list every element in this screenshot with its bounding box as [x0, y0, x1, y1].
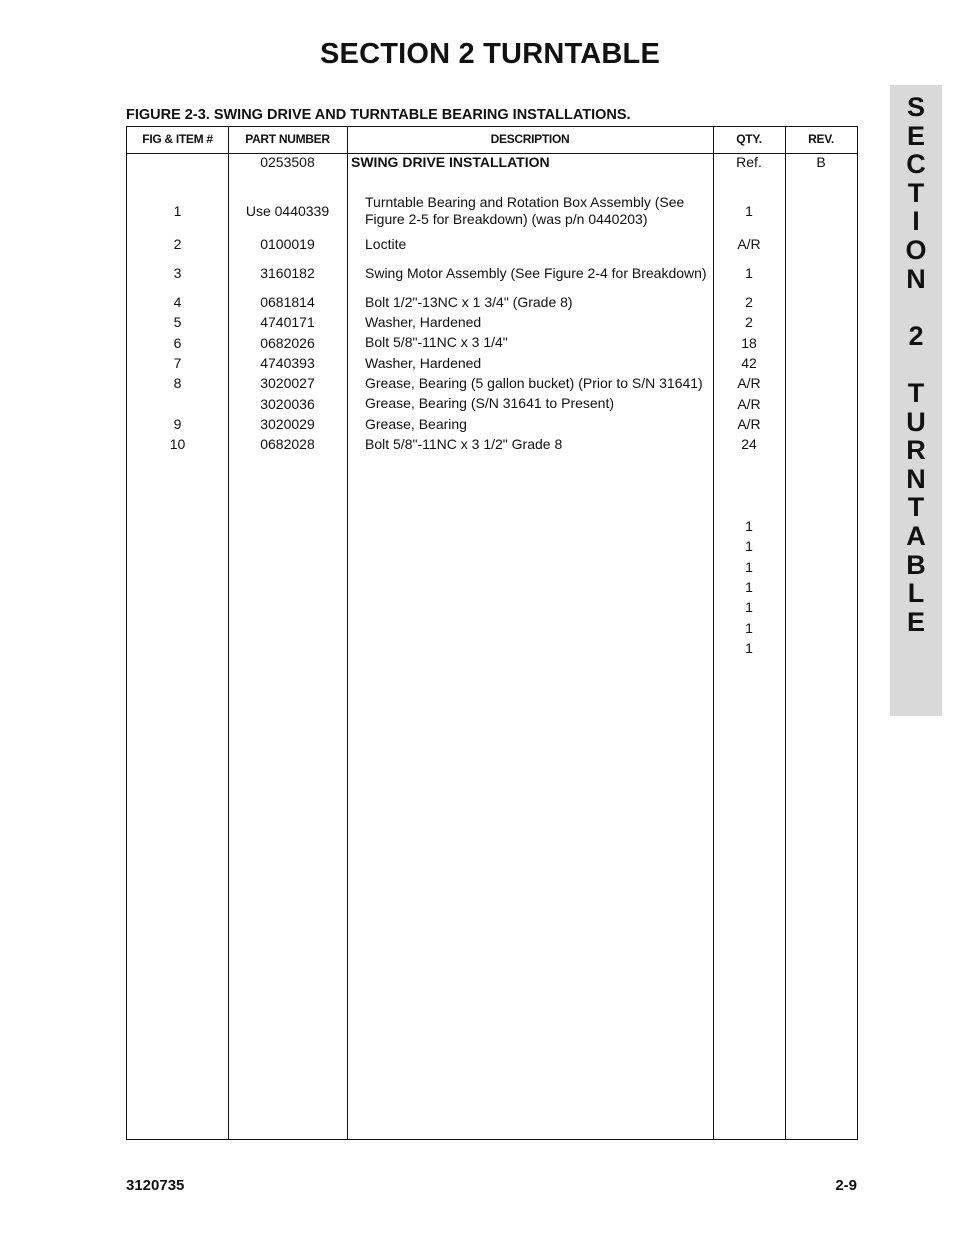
- side-tab-letter: N: [906, 463, 926, 494]
- rev-cell: B: [816, 154, 826, 170]
- qty-cell: 2: [745, 294, 753, 310]
- qty-cell: 1: [745, 599, 753, 616]
- table-row: [127, 577, 857, 597]
- column-header-part-number: PART NUMBER: [245, 132, 330, 146]
- side-tab-letter: 2: [908, 320, 924, 351]
- table-row: [127, 638, 857, 658]
- page-number: 2-9: [835, 1177, 857, 1194]
- qty-cell: 1: [745, 265, 753, 281]
- part-number-cell: 4740393: [260, 355, 315, 371]
- description-cell: Grease, Bearing: [365, 415, 467, 432]
- part-number-cell: 3020036: [260, 395, 315, 412]
- part-number-cell: 0681814: [260, 294, 315, 310]
- qty-cell: 2: [745, 314, 753, 330]
- item-number-cell: 2: [173, 236, 182, 252]
- description-cell: Swing Motor Assembly (See Figure 2-4 for Breakdown): [365, 264, 707, 281]
- item-number-cell: 3: [173, 265, 182, 281]
- part-number-cell: Use 0440339: [245, 203, 330, 219]
- part-number-cell: 0100019: [260, 236, 315, 252]
- item-number-cell: 5: [173, 314, 182, 330]
- item-number-cell: 9: [173, 416, 182, 432]
- side-tab-letter: C: [906, 149, 926, 180]
- side-tab-letter: T: [907, 177, 925, 208]
- table-row: [127, 617, 857, 637]
- item-number-cell: 6: [173, 334, 182, 351]
- qty-cell: A/R: [737, 375, 761, 391]
- part-number-cell: 0253508: [260, 154, 315, 170]
- item-number-cell: 4: [173, 294, 182, 310]
- qty-cell: 1: [745, 639, 753, 656]
- figure-title: FIGURE 2-3. SWING DRIVE AND TURNTABLE BEARING INSTALLATIONS.: [126, 107, 631, 123]
- item-number-cell: 1: [173, 203, 182, 219]
- description-cell: Washer, Hardened: [365, 354, 482, 371]
- table-row: [127, 254, 857, 292]
- qty-cell: 42: [741, 355, 757, 371]
- description-cell: Bolt 1/2"-13NC x 1 3/4" (Grade 8): [365, 293, 573, 310]
- qty-cell: 1: [745, 579, 753, 596]
- table-row: [127, 292, 857, 312]
- side-tab-letter: S: [906, 92, 925, 122]
- side-tab-letter: A: [906, 520, 926, 551]
- table-row: [127, 154, 857, 174]
- qty-cell: Ref.: [736, 154, 762, 170]
- item-number-cell: 8: [173, 375, 182, 391]
- table-row: [127, 234, 857, 254]
- qty-cell: 1: [745, 558, 753, 575]
- column-header-rev: REV.: [808, 132, 834, 146]
- side-tab-letter: O: [905, 234, 927, 265]
- side-tab-letter: U: [906, 406, 926, 437]
- qty-cell: 24: [741, 436, 757, 452]
- table-row: [127, 174, 857, 234]
- qty-cell: A/R: [737, 416, 761, 432]
- part-number-cell: 3160182: [260, 265, 315, 281]
- item-number-cell: 10: [169, 436, 186, 452]
- document-number: 3120735: [126, 1177, 185, 1194]
- part-number-cell: 4740171: [260, 314, 315, 330]
- description-cell: Loctite: [365, 235, 407, 252]
- part-number-cell: 0682026: [260, 334, 315, 351]
- item-number-cell: 7: [173, 355, 182, 371]
- table-row: [127, 597, 857, 617]
- column-header-item: FIG & ITEM #: [142, 132, 213, 146]
- table-row: [127, 353, 857, 373]
- side-tab-letter: T: [907, 377, 925, 408]
- table-row: [127, 393, 857, 414]
- description-cell: SWING DRIVE INSTALLATION: [351, 154, 550, 170]
- qty-cell: 18: [741, 334, 757, 351]
- description-cell: Bolt 5/8"-11NC x 3 1/4": [365, 334, 508, 350]
- side-tab-letter: R: [906, 435, 926, 466]
- side-tab-letter: B: [906, 549, 926, 580]
- column-header-qty: QTY.: [736, 132, 762, 146]
- section-title: SECTION 2 TURNTABLE: [320, 38, 660, 70]
- table-row: [127, 557, 857, 577]
- description-cell: Grease, Bearing (5 gallon bucket) (Prior to S/N 31641): [365, 374, 703, 391]
- side-tab-letter: T: [907, 492, 925, 523]
- qty-cell: A/R: [737, 395, 761, 412]
- qty-cell: 1: [745, 203, 753, 219]
- side-tab-letter: E: [906, 606, 925, 637]
- qty-cell: A/R: [737, 236, 761, 252]
- qty-cell: 1: [745, 619, 753, 636]
- table-row: [127, 332, 857, 353]
- table-row: [127, 434, 857, 454]
- qty-cell: 1: [745, 538, 753, 555]
- part-number-cell: 3020029: [260, 416, 315, 432]
- section-side-tab: [890, 85, 942, 716]
- table-row: [127, 414, 857, 434]
- side-tab-letter: N: [906, 263, 926, 294]
- side-tab-letter: [890, 350, 942, 379]
- qty-cell: 1: [745, 518, 753, 535]
- table-row: [127, 516, 857, 536]
- side-tab-letter: I: [912, 206, 920, 237]
- description-cell: Bolt 5/8"-11NC x 3 1/2" Grade 8: [365, 435, 563, 452]
- parts-table: [126, 126, 858, 1140]
- side-tab-letter: E: [906, 120, 925, 151]
- table-row: [127, 536, 857, 556]
- description-cell: Turntable Bearing and Rotation Box Assembly (See Figure 2-5 for Breakdown) (was p/n 0440203): [365, 194, 685, 227]
- description-cell: Grease, Bearing (S/N 31641 to Present): [365, 395, 615, 411]
- description-cell: Washer, Hardened: [365, 313, 482, 330]
- part-number-cell: 0682028: [260, 436, 315, 452]
- part-number-cell: 3020027: [260, 375, 315, 391]
- table-row: [127, 312, 857, 332]
- side-tab-letter: [890, 293, 942, 322]
- side-tab-letter: L: [907, 578, 925, 609]
- column-header-description: DESCRIPTION: [490, 132, 570, 146]
- table-row: [127, 373, 857, 393]
